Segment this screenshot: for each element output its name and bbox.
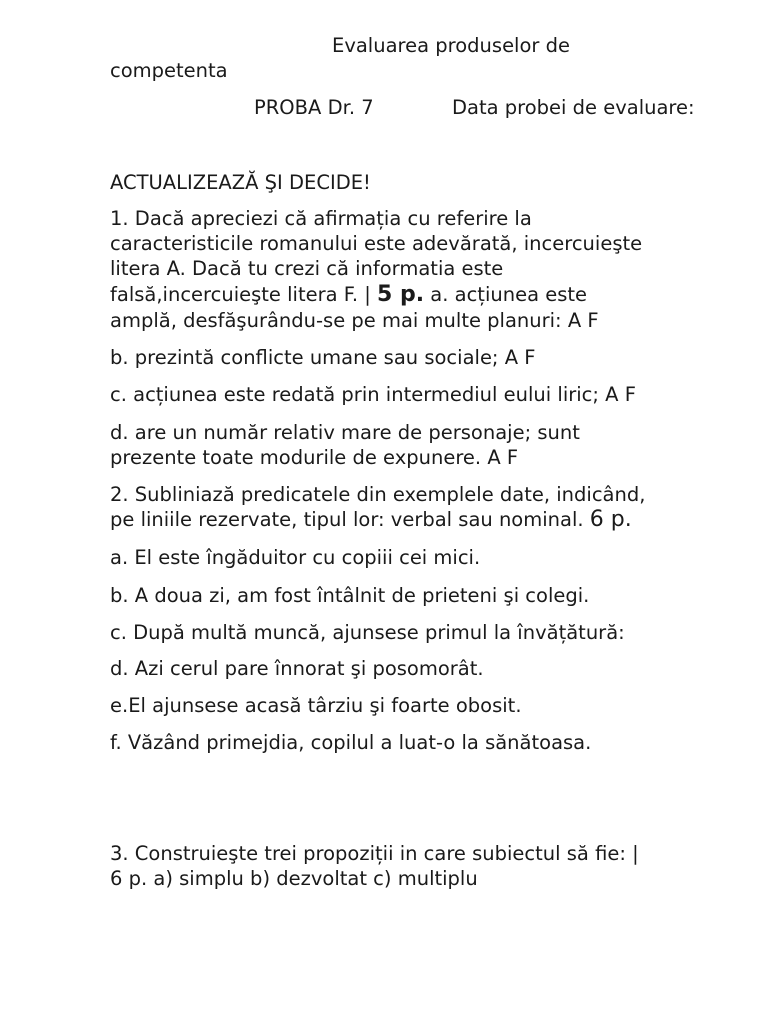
exercise-1-line1: 1. Dacă apreciezi că afirmația cu referire la — [110, 207, 532, 230]
exercise-1-item-d-line1: d. are un număr relativ mare de personaje; sunt — [110, 421, 580, 444]
evaluation-date-label: Data probei de evaluare: — [452, 96, 695, 119]
exercise-1-line3: litera A. Dacă tu crezi că informatia este — [110, 257, 504, 280]
exercise-2-line2 — [110, 508, 632, 532]
exercise-3-line1: 3. Construieşte trei propoziții in care subiectul să fie: | — [110, 842, 639, 865]
section-title: ACTUALIZEAZĂ ŞI DECIDE! — [110, 171, 371, 194]
exercise-1-line4-start: falsă,incercuieşte litera F. | — [110, 283, 378, 306]
exercise-2-points: 6 p. — [589, 507, 632, 532]
exercise-1-item-a-end: amplă, desfăşurându-se pe mai multe planuri: A F — [110, 309, 599, 332]
exercise-1-item-a-start: a. acțiunea este — [424, 283, 588, 306]
exercise-2-item-d: d. Azi cerul pare înnorat şi posomorât. — [110, 657, 484, 680]
exercise-1-item-b: b. prezintă conflicte umane sau sociale; A F — [110, 346, 536, 369]
exercise-2-item-f: f. Văzând primejdia, copilul a luat-o la sănătoasa. — [110, 731, 592, 754]
exercise-2-item-c: c. După multă muncă, ajunsese primul la învățătură: — [110, 621, 625, 644]
exercise-1-item-c: c. acțiunea este redată prin intermediul eului liric; A F — [110, 383, 636, 406]
exercise-2-item-e: e.El ajunsese acasă târziu şi foarte obosit. — [110, 694, 522, 717]
exercise-2-line2-text: pe liniile rezervate, tipul lor: verbal sau nominal. — [110, 508, 590, 531]
exercise-1-item-d-line2: prezente toate modurile de expunere. A F — [110, 446, 519, 469]
exercise-1-points: 5 p. — [377, 282, 425, 307]
exercise-3-line2: 6 p. a) simplu b) dezvoltat c) multiplu — [110, 867, 478, 890]
proba-label: PROBA Dr. 7 — [254, 96, 374, 119]
exercise-1-line2: caracteristicile romanului este adevărată, incercuieşte — [110, 232, 643, 255]
exercise-2-item-a: a. El este îngăduitor cu copiii cei mici. — [110, 546, 481, 569]
exercise-1-line4 — [110, 283, 587, 307]
exercise-2-line1: 2. Subliniază predicatele din exemplele date, indicând, — [110, 483, 646, 506]
document-title-line1: Evaluarea produselor de — [332, 34, 570, 57]
document-title-line2: competenta — [110, 59, 228, 82]
exercise-2-item-b: b. A doua zi, am fost întâlnit de prieteni şi colegi. — [110, 584, 590, 607]
